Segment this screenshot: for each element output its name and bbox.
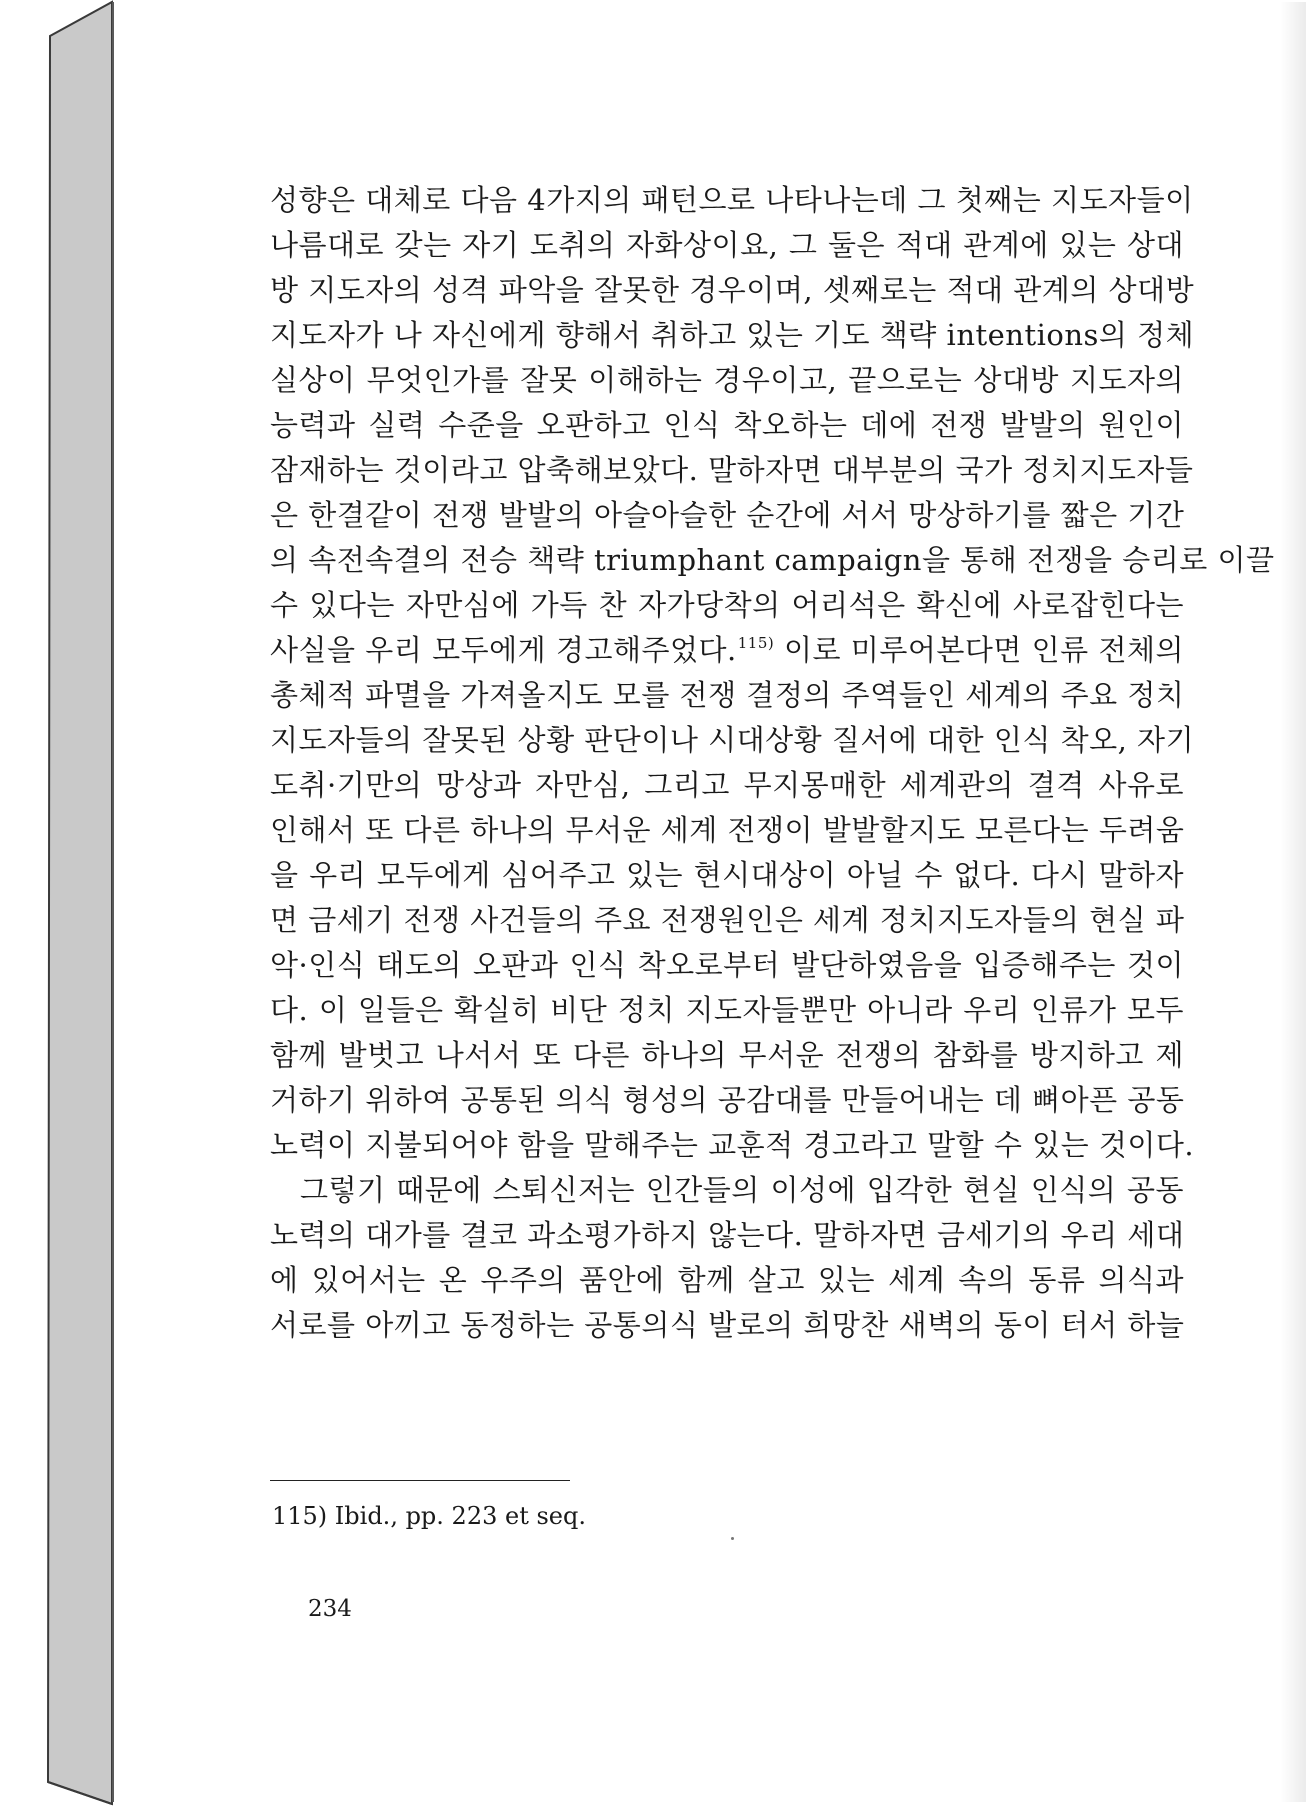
text-line-with-footnote-ref xyxy=(270,628,1184,673)
page-number: 234 xyxy=(308,1596,352,1622)
text-line: 방 지도자의 성격 파악을 잘못한 경우이며, 셋째로는 적대 관계의 상대방 xyxy=(270,273,1195,307)
text-line: 에 있어서는 온 우주의 품안에 함께 살고 있는 세계 속의 동류 의식과 xyxy=(270,1263,1184,1297)
text-line: 총체적 파멸을 가져올지도 모를 전쟁 결정의 주역들인 세계의 주요 정치 xyxy=(270,678,1185,712)
footnote: 115) Ibid., pp. 223 et seq. xyxy=(272,1502,586,1530)
footnote-reference: 115) xyxy=(737,634,775,652)
text-line: 거하기 위하여 공통된 의식 형성의 공감대를 만들어내는 데 뼈아픈 공동 xyxy=(270,1083,1185,1117)
text-line: 서로를 아끼고 동정하는 공통의식 발로의 희망찬 새벽의 동이 터서 하늘 xyxy=(270,1308,1185,1342)
text-line: 은 한결같이 전쟁 발발의 아슬아슬한 순간에 서서 망상하기를 짧은 기간 xyxy=(270,498,1185,532)
text-line: 능력과 실력 수준을 오판하고 인식 착오하는 데에 전쟁 발발의 원인이 xyxy=(270,408,1184,442)
text-line: 실상이 무엇인가를 잘못 이해하는 경우이고, 끝으로는 상대방 지도자의 xyxy=(270,363,1184,397)
text-line: 다. 이 일들은 확실히 비단 정치 지도자들뿐만 아니라 우리 인류가 모두 xyxy=(270,993,1184,1027)
text-line: 의 속전속결의 전승 책략 triumphant campaign을 통해 전쟁을 승리로 이끌 xyxy=(270,543,1275,577)
text-line: 노력의 대가를 결코 과소평가하지 않는다. 말하자면 금세기의 우리 세대 xyxy=(270,1218,1185,1252)
text-line: 을 우리 모두에게 심어주고 있는 현시대상이 아닐 수 없다. 다시 말하자 xyxy=(270,858,1184,892)
text-line: 지도자들의 잘못된 상황 판단이나 시대상황 질서에 대한 인식 착오, 자기 xyxy=(270,723,1195,757)
text-line: 성향은 대체로 다음 4가지의 패턴으로 나타나는데 그 첫째는 지도자들이 xyxy=(270,183,1194,217)
text-line: 함께 발벗고 나서서 또 다른 하나의 무서운 전쟁의 참화를 방지하고 제 xyxy=(270,1038,1184,1072)
text-line: 잠재하는 것이라고 압축해보았다. 말하자면 대부분의 국가 정치지도자들 xyxy=(270,453,1194,487)
text-line: 면 금세기 전쟁 사건들의 주요 전쟁원인은 세계 정치지도자들의 현실 파 xyxy=(270,903,1185,937)
footnote-divider xyxy=(270,1480,570,1481)
paragraph-first-line: 그렇기 때문에 스퇴신저는 인간들의 이성에 입각한 현실 인식의 공동 xyxy=(300,1173,1184,1207)
scan-speck xyxy=(731,1537,734,1540)
text-line: 노력이 지불되어야 함을 말해주는 교훈적 경고라고 말할 수 있는 것이다. xyxy=(270,1128,1195,1162)
text-line: 악·인식 태도의 오판과 인식 착오로부터 발단하였음을 입증해주는 것이 xyxy=(270,948,1184,982)
text-line: 나름대로 갖는 자기 도취의 자화상이요, 그 둘은 적대 관계에 있는 상대 xyxy=(270,228,1184,262)
text-line: 수 있다는 자만심에 가득 찬 자가당착의 어리석은 확신에 사로잡힌다는 xyxy=(270,588,1184,622)
text-line: 도취·기만의 망상과 자만심, 그리고 무지몽매한 세계관의 결격 사유로 xyxy=(270,768,1184,802)
book-spine xyxy=(0,0,130,1806)
body-text xyxy=(270,178,1275,1348)
page-edge-shade xyxy=(1280,2,1306,1802)
text-line: 인해서 또 다른 하나의 무서운 세계 전쟁이 발발할지도 모른다는 두려움 xyxy=(270,813,1185,847)
text-line: 지도자가 나 자신에게 향해서 취하고 있는 기도 책략 intentions의 정체 xyxy=(270,318,1195,352)
text-segment: 이로 미루어본다면 인류 전체의 xyxy=(774,633,1184,667)
text-segment: 사실을 우리 모두에게 경고해주었다. xyxy=(270,633,737,667)
